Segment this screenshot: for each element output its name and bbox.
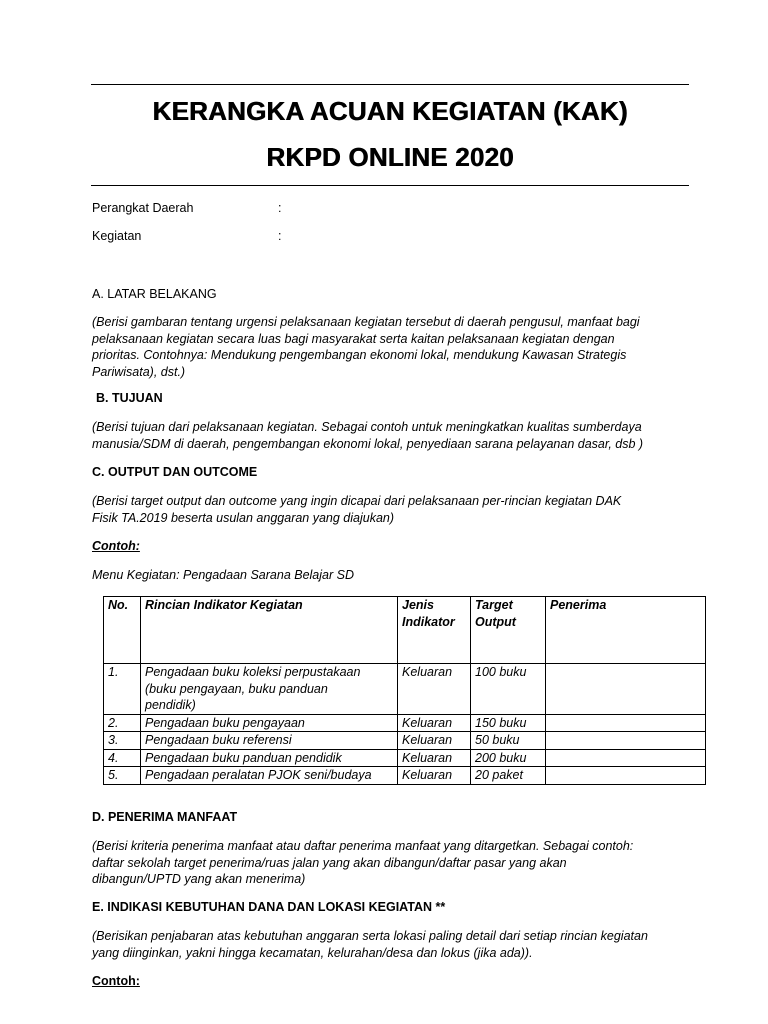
section-heading-latar-belakang: A. LATAR BELAKANG — [92, 287, 217, 301]
section-heading-tujuan: B. TUJUAN — [96, 391, 163, 405]
paragraph-line: (Berisi tujuan dari pelaksanaan kegiatan. Sebagai contoh untuk meningkatkan kualitas sumberdaya — [92, 420, 642, 434]
table-row — [104, 749, 706, 767]
bottom-rule — [91, 185, 689, 186]
cell-line: Pengadaan buku koleksi perpustakaan — [145, 665, 361, 679]
cell-rincian: Pengadaan buku referensi — [141, 732, 398, 750]
header-target-line: Target — [475, 598, 513, 612]
cell-rincian — [141, 664, 398, 715]
document-title: KERANGKA ACUAN KEGIATAN (KAK) — [152, 96, 628, 126]
cell-no: 4. — [104, 749, 141, 767]
cell-target: 100 buku — [471, 664, 546, 715]
section-body-latar-belakang — [92, 314, 692, 380]
cell-jenis: Keluaran — [398, 749, 471, 767]
field-colon: : — [278, 229, 282, 243]
table-row — [104, 714, 706, 732]
cell-target: 50 buku — [471, 732, 546, 750]
section-heading-output-outcome: C. OUTPUT DAN OUTCOME — [92, 465, 258, 479]
top-rule — [91, 84, 689, 85]
paragraph-line: pelaksanaan kegiatan secara luas bagi masyarakat serta kaitan pelaksanaan kegiatan dengan — [92, 331, 615, 346]
header-jenis-line: Indikator — [402, 614, 455, 629]
field-label-kegiatan: Kegiatan — [92, 229, 142, 243]
header-no: No. — [104, 597, 141, 664]
paragraph-line: yang diinginkan, yakni hingga kecamatan, kelurahan/desa dan lokus (jika ada)). — [92, 945, 533, 960]
cell-target: 20 paket — [471, 767, 546, 785]
cell-jenis: Keluaran — [398, 714, 471, 732]
paragraph-line: Fisik TA.2019 beserta usulan anggaran yang diajukan) — [92, 510, 395, 525]
section-body-tujuan — [92, 419, 692, 452]
cell-no: 5. — [104, 767, 141, 785]
header-penerima: Penerima — [546, 597, 706, 664]
menu-kegiatan: Menu Kegiatan: Pengadaan Sarana Belajar SD — [92, 568, 354, 582]
paragraph-line: prioritas. Contohnya: Mendukung pengembangan ekonomi lokal, mendukung Kawasan Strategis — [92, 348, 627, 362]
cell-jenis: Keluaran — [398, 664, 471, 715]
header-target — [471, 597, 546, 664]
section-body-output-outcome — [92, 493, 692, 526]
section-heading-indikasi-kebutuhan-dana: E. INDIKASI KEBUTUHAN DANA DAN LOKASI KEGIATAN ** — [92, 900, 446, 914]
field-label-perangkat-daerah: Perangkat Daerah — [92, 201, 194, 215]
cell-penerima — [546, 749, 706, 767]
cell-rincian: Pengadaan buku pengayaan — [141, 714, 398, 732]
cell-line: pendidik) — [145, 698, 196, 712]
cell-jenis: Keluaran — [398, 767, 471, 785]
cell-target: 150 buku — [471, 714, 546, 732]
cell-penerima — [546, 732, 706, 750]
document-subtitle: RKPD ONLINE 2020 — [266, 142, 514, 172]
cell-rincian: Pengadaan buku panduan pendidik — [141, 749, 398, 767]
cell-penerima — [546, 664, 706, 715]
cell-rincian: Pengadaan peralatan PJOK seni/budaya — [141, 767, 398, 785]
example-label: Contoh: — [92, 539, 140, 553]
section-body-penerima-manfaat — [92, 838, 692, 888]
paragraph-line: daftar sekolah target penerima/ruas jalan yang akan dibangun/daftar pasar yang akan — [92, 855, 567, 870]
table-row — [104, 732, 706, 750]
header-rincian: Rincian Indikator Kegiatan — [141, 597, 398, 664]
cell-jenis: Keluaran — [398, 732, 471, 750]
cell-line: (buku pengayaan, buku panduan — [145, 681, 328, 696]
paragraph-line: manusia/SDM di daerah, pengembangan ekonomi lokal, penyediaan sarana pelayanan dasar, dsb ) — [92, 436, 644, 451]
table-row — [104, 664, 706, 715]
section-heading-penerima-manfaat: D. PENERIMA MANFAAT — [92, 810, 238, 824]
paragraph-line: (Berisi kriteria penerima manfaat atau daftar penerima manfaat yang ditargetkan. Sebagai contoh: — [92, 839, 634, 853]
field-colon: : — [278, 201, 282, 215]
cell-no: 2. — [104, 714, 141, 732]
paragraph-line: (Berisi target output dan outcome yang ingin dicapai dari pelaksanaan per-rincian kegiatan DAK — [92, 494, 622, 508]
paragraph-line: Pariwisata), dst.) — [92, 364, 186, 379]
section-body-indikasi-kebutuhan-dana — [92, 928, 692, 961]
table-header-row — [104, 597, 706, 664]
cell-no: 1. — [104, 664, 141, 715]
paragraph-line: dibangun/UPTD yang akan menerima) — [92, 872, 306, 886]
paragraph-line: (Berisikan penjabaran atas kebutuhan anggaran serta lokasi paling detail dari setiap rincian kegiatan — [92, 929, 648, 943]
example-label-e: Contoh: — [92, 974, 140, 988]
cell-penerima — [546, 714, 706, 732]
paragraph-line: (Berisi gambaran tentang urgensi pelaksanaan kegiatan tersebut di daerah pengusul, manfaat bagi — [92, 315, 640, 329]
header-target-line: Output — [475, 614, 516, 629]
header-jenis-line: Jenis — [402, 598, 434, 612]
cell-penerima — [546, 767, 706, 785]
table-row — [104, 767, 706, 785]
header-jenis — [398, 597, 471, 664]
indicator-table — [103, 596, 706, 785]
cell-no: 3. — [104, 732, 141, 750]
cell-target: 200 buku — [471, 749, 546, 767]
